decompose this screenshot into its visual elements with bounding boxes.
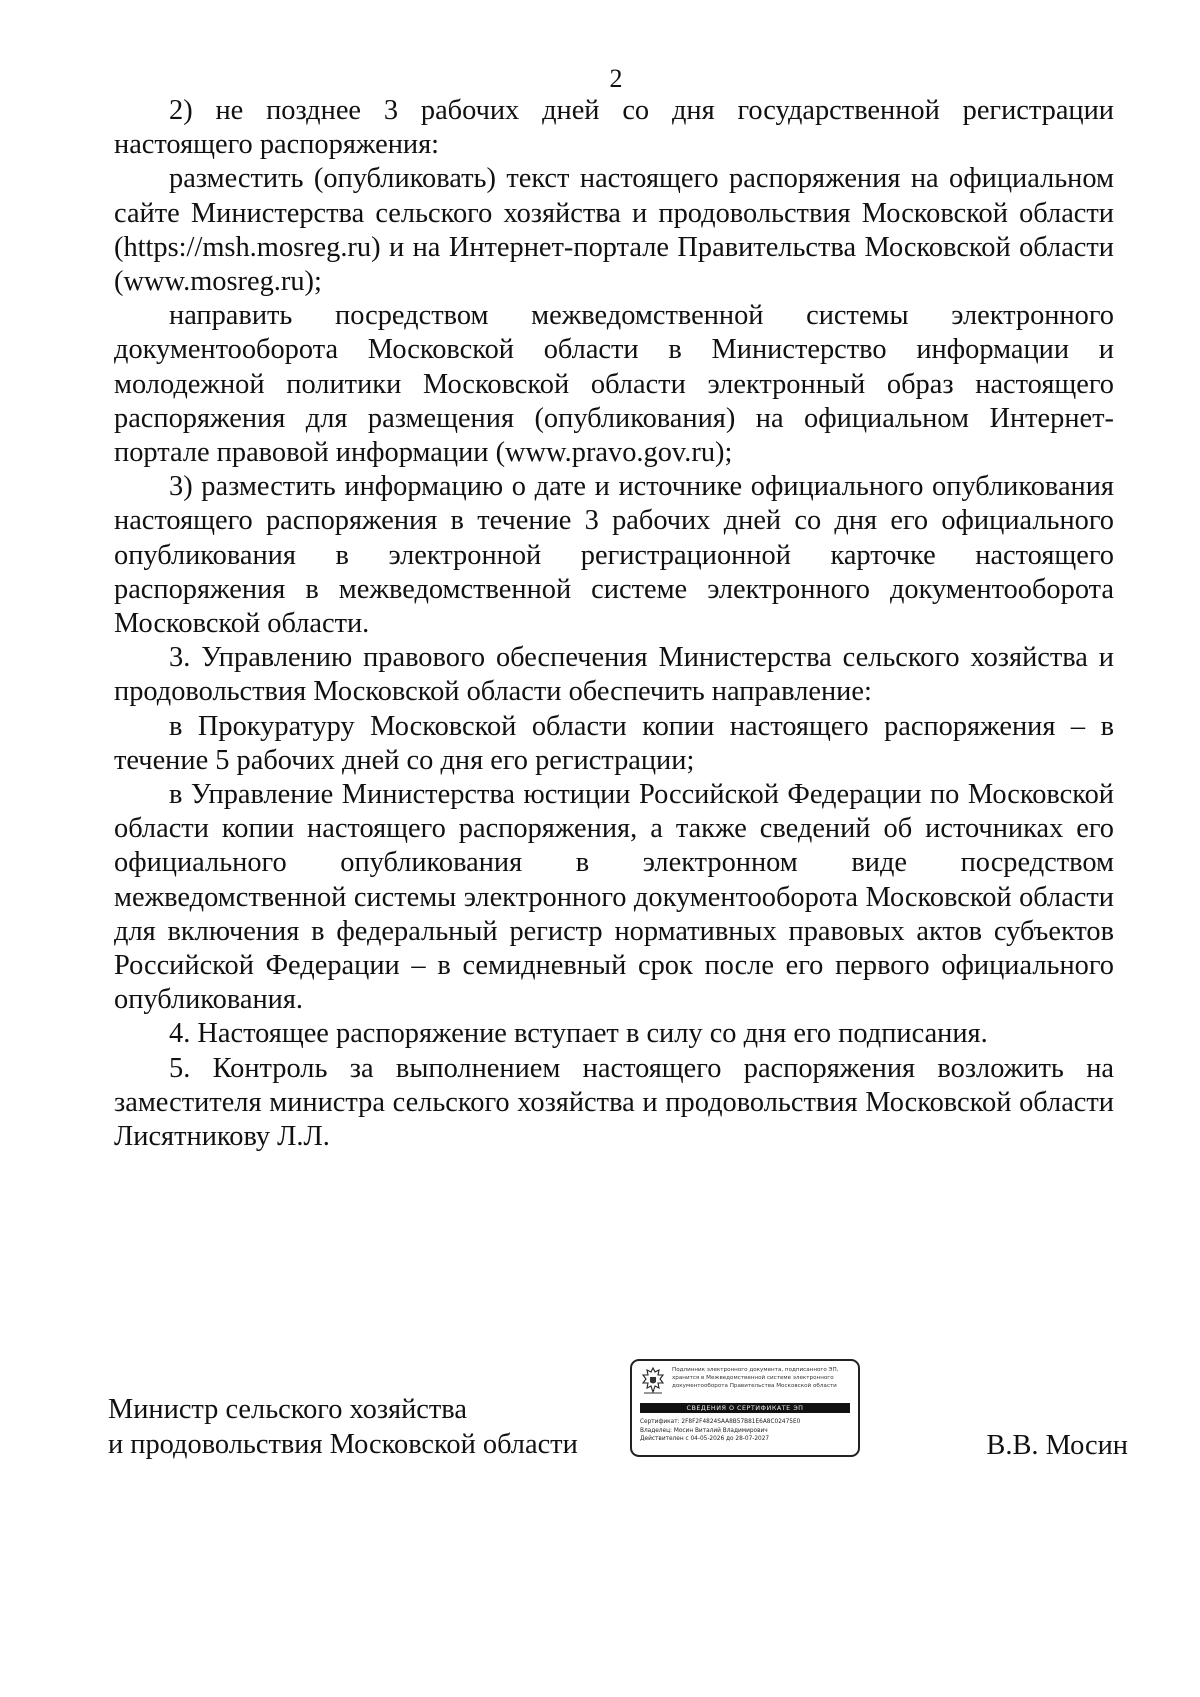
stamp-note-line1: Подлинник электронного документа, подписанного ЭП, — [672, 1367, 839, 1373]
stamp-validity: Действителен с 04-05-2026 до 28-07-2027 — [640, 1436, 770, 1442]
paragraph-publication-info: 3) разместить информацию о дате и источнике официального опубликования настоящего распоряжения в течение 3 рабочих дней со дня его официального опубликования в электронной регистрационной карточке настоящего распоряжения в межведомственной системе электронного документооборота Московской области. — [114, 471, 1114, 640]
signatory-title-line2: и продовольствия Московской области — [108, 1428, 578, 1460]
stamp-certificate-banner: СВЕДЕНИЯ О СЕРТИФИКАТЕ ЭП — [640, 1403, 850, 1413]
paragraph-control: 5. Контроль за выполнением настоящего распоряжения возложить на заместителя министра сельского хозяйства и продовольствия Московской области Лисятникову Л.Л. — [114, 1052, 1114, 1153]
paragraph-prosecutor: в Прокуратуру Московской области копии настоящего распоряжения – в течение 5 рабочих дней со дня его регистрации; — [114, 710, 1114, 776]
electronic-signature-stamp — [630, 1359, 860, 1457]
stamp-storage-note — [672, 1366, 838, 1390]
paragraph-justice-ministry: в Управление Министерства юстиции Российской Федерации по Московской области копии настоящего распоряжения, а также сведений об источниках его официального опубликования в электронном виде посредством межведомственной системы электронного документооборота Московской области для включения в федеральный регистр нормативных правовых актов субъектов Российской Федерации – в семидневный срок после его первого официального опубликования. — [114, 779, 1114, 1016]
stamp-owner: Владелец: Мосин Виталий Владимирович — [640, 1427, 768, 1434]
stamp-note-line3: документооборота Правительства Московской области — [672, 1383, 837, 1389]
stamp-note-line2: хранится в Межведомственной системе электронного — [672, 1375, 834, 1381]
paragraph-effective-date: 4. Настоящее распоряжение вступает в силу со дня его подписания. — [169, 1018, 988, 1050]
stamp-certificate-number: Сертификат: 2F8F2F4824SAA8B57B81E6A8C02475E0 — [640, 1419, 801, 1425]
page-number: 2 — [609, 64, 623, 93]
coat-of-arms-icon — [640, 1366, 666, 1396]
signatory-title — [108, 1393, 578, 1462]
document-body — [114, 94, 1114, 1154]
paragraph-legal-department: 3. Управлению правового обеспечения Министерства сельского хозяйства и продовольствия Московской области обеспечить направление: — [114, 642, 1114, 708]
stamp-certificate-details — [640, 1418, 850, 1444]
signatory-name: В.В. Мосин — [986, 1430, 1128, 1461]
paragraph-publish-websites: разместить (опубликовать) текст настоящего распоряжения на официальном сайте Министерства сельского хозяйства и продовольствия Московской области (https://msh.mosreg.ru) и на Интернет-портале Правительства Московской области (www.mosreg.ru); — [114, 163, 1114, 298]
paragraph-send-to-ministry: направить посредством межведомственной системы электронного документооборота Московской области в Министерство информации и молодежной политики Московской области электронный образ настоящего распоряжения для размещения (опубликования) на официальном Интернет-портале правовой информации (www.pravo.gov.ru); — [114, 300, 1114, 469]
paragraph-registration-deadline: 2) не позднее 3 рабочих дней со дня государственной регистрации настоящего распоряжения: — [114, 95, 1114, 161]
signature-block — [108, 1393, 1128, 1503]
signatory-title-line1: Министр сельского хозяйства — [108, 1394, 467, 1425]
